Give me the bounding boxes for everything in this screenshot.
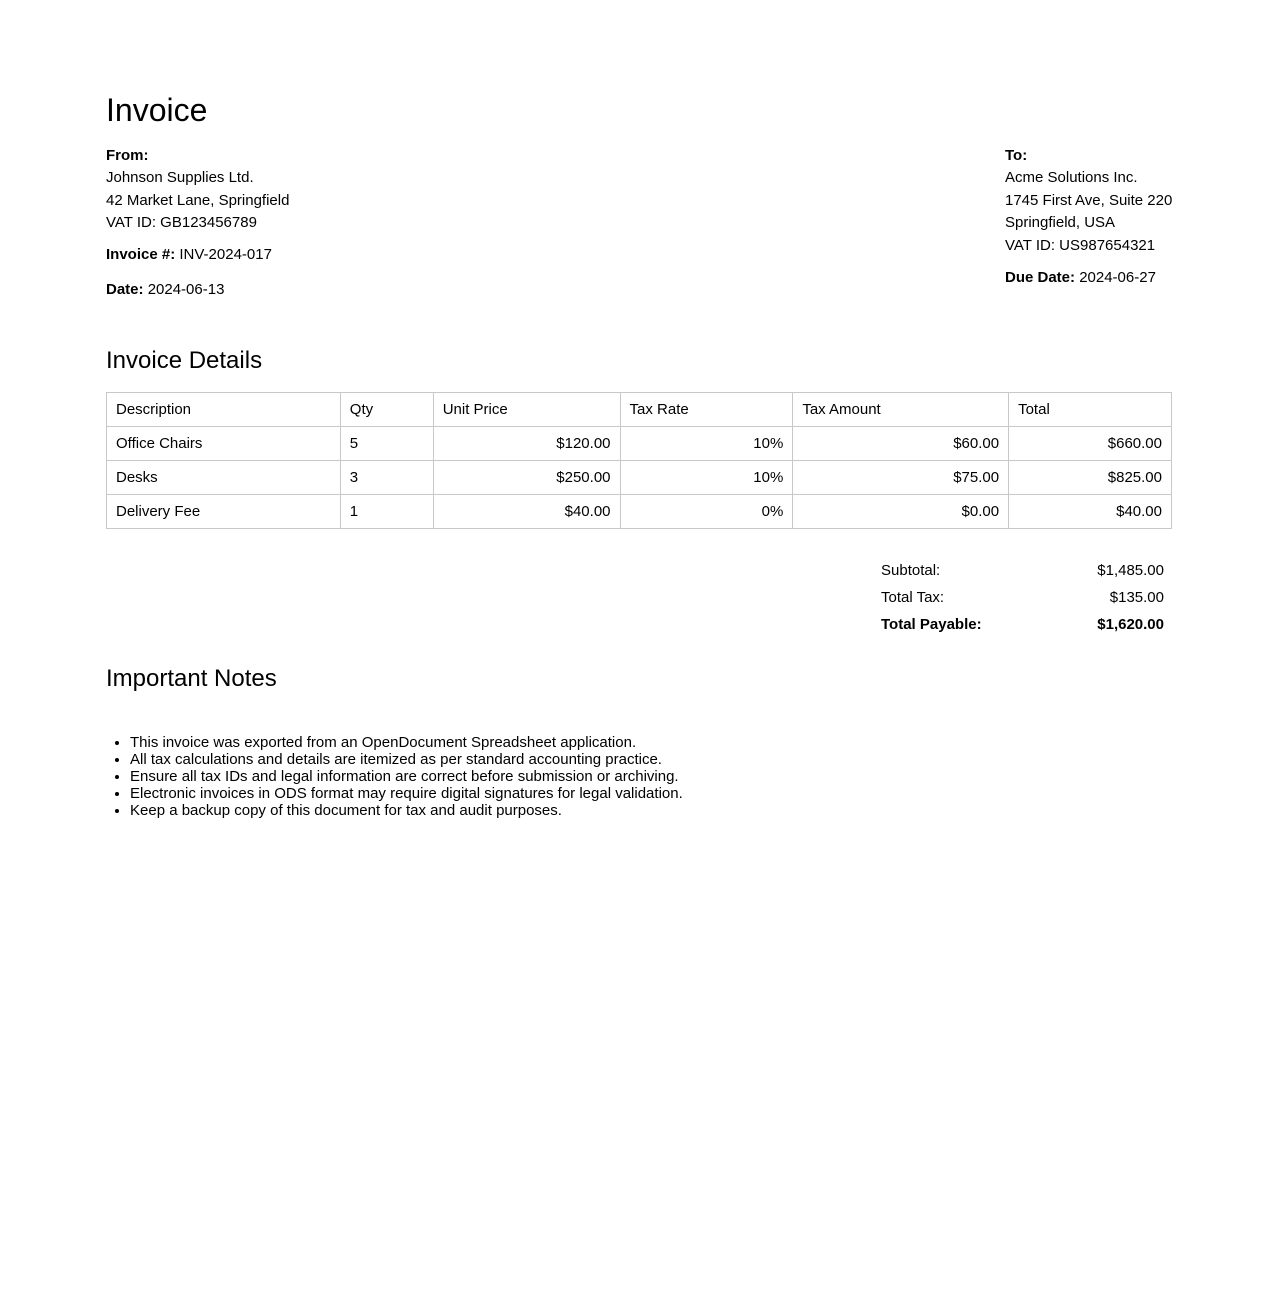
col-unit-price: Unit Price [433,393,620,427]
cell-total: $825.00 [1009,461,1172,495]
table-header-row [107,393,1172,427]
cell-description: Desks [107,461,341,495]
invoice-number-label: Invoice #: [106,245,176,263]
totals-table [873,557,1172,638]
list-item: • This invoice was exported from an OpenDocument Spreadsheet application. [130,734,683,751]
cell-qty: 1 [340,495,433,529]
list-item: • All tax calculations and details are itemized as per standard accounting practice. [130,751,683,768]
subtotal-row [873,557,1172,584]
table-row [107,461,1172,495]
cell-tax-rate: 0% [620,495,793,529]
invoice-number: INV-2024-017 [179,245,272,263]
cell-tax-amount: $0.00 [793,495,1009,529]
cell-description: Delivery Fee [107,495,341,529]
to-company: Acme Solutions Inc. [1005,169,1138,186]
invoice-number-row [106,245,506,265]
total-payable-label: Total Payable: [881,616,982,633]
cell-total: $660.00 [1009,427,1172,461]
to-block [1005,146,1205,288]
cell-qty: 3 [340,461,433,495]
from-label: From: [106,147,149,164]
cell-unit-price: $40.00 [433,495,620,529]
col-qty: Qty [340,393,433,427]
from-company: Johnson Supplies Ltd. [106,169,254,186]
total-payable-value: $1,620.00 [1097,616,1164,633]
cell-tax-rate: 10% [620,461,793,495]
total-tax-value: $135.00 [1109,589,1164,606]
due-date-label: Due Date: [1005,269,1076,286]
total-tax-row [873,584,1172,611]
invoice-date-row [106,280,506,300]
cell-unit-price: $250.00 [433,461,620,495]
list-item: • Electronic invoices in ODS format may require digital signatures for legal validation. [130,785,683,802]
list-item: • Ensure all tax IDs and legal information are correct before submission or archiving. [130,768,683,785]
invoice-items-table [106,392,1172,529]
cell-qty: 5 [340,427,433,461]
total-tax-label: Total Tax: [881,589,945,606]
col-total: Total [1009,393,1172,427]
subtotal-label: Subtotal: [881,562,941,579]
col-tax-amount: Tax Amount [793,393,1009,427]
col-description: Description [107,393,341,427]
notes-list [106,734,683,819]
cell-tax-rate: 10% [620,427,793,461]
cell-description: Office Chairs [107,427,341,461]
from-address: 42 Market Lane, Springfield [106,191,290,209]
details-title: Invoice Details [106,347,263,374]
notes-title: Important Notes [106,665,277,692]
cell-tax-amount: $60.00 [793,427,1009,461]
page-title: Invoice [106,92,208,128]
cell-tax-amount: $75.00 [793,461,1009,495]
due-date-row [1005,268,1205,288]
table-row [107,495,1172,529]
invoice-date-label: Date: [106,280,144,298]
from-vat: VAT ID: GB123456789 [106,214,257,231]
to-address: 1745 First Ave, Suite 220 [1005,191,1173,209]
cell-total: $40.00 [1009,495,1172,529]
col-tax-rate: Tax Rate [620,393,793,427]
from-block [106,146,506,300]
to-city: Springfield, USA [1005,214,1116,231]
due-date: 2024-06-27 [1079,269,1156,286]
to-label: To: [1005,147,1028,164]
cell-unit-price: $120.00 [433,427,620,461]
subtotal-value: $1,485.00 [1097,562,1164,579]
table-row [107,427,1172,461]
total-payable-row [873,611,1172,638]
to-vat: VAT ID: US987654321 [1005,236,1156,254]
invoice-date: 2024-06-13 [147,280,225,298]
list-item: • Keep a backup copy of this document for tax and audit purposes. [130,802,683,819]
